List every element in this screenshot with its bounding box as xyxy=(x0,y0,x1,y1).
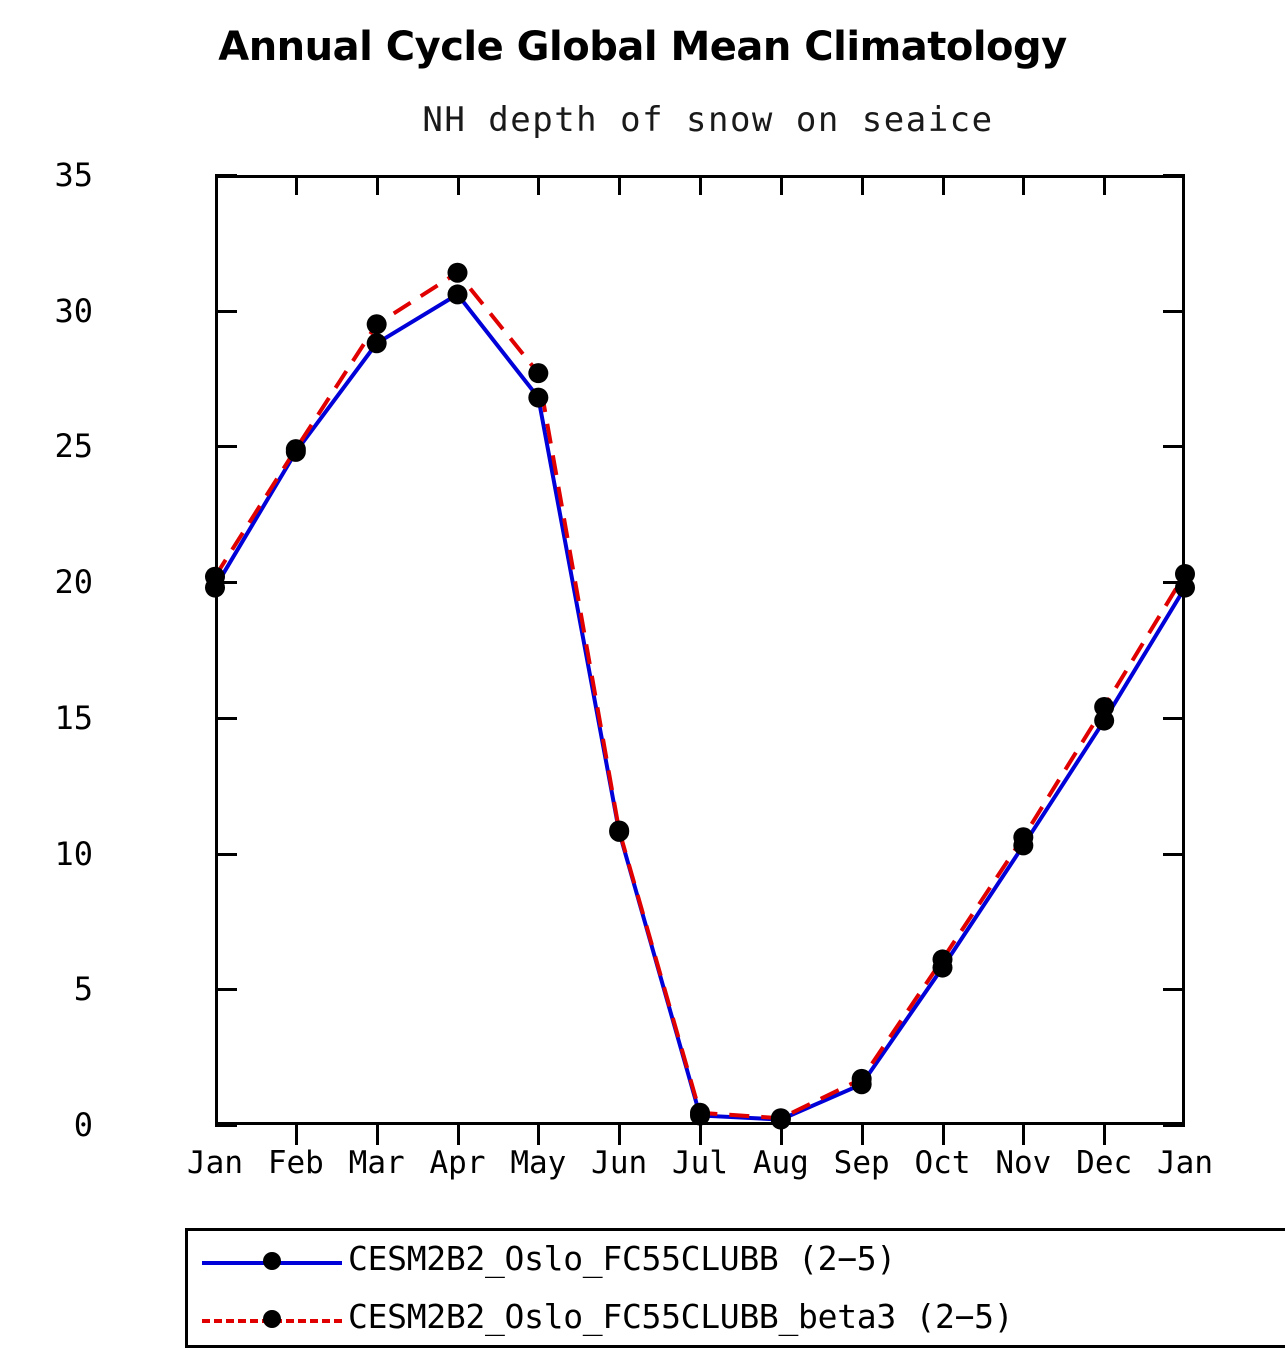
x-axis-tick-label: Jul xyxy=(672,1145,728,1181)
x-axis-tick-label: Jan xyxy=(1157,1145,1213,1181)
y-axis-tick-label: 10 xyxy=(54,834,93,873)
x-axis-tick-mark xyxy=(537,1125,540,1145)
x-axis-tick-label: Mar xyxy=(348,1145,405,1181)
legend-label-0: CESM2B2_Oslo_FC55CLUBB (2−5) xyxy=(348,1239,896,1278)
x-axis-tick-mark xyxy=(780,175,783,195)
y-axis-tick-label: 35 xyxy=(54,156,93,194)
x-axis-tick-mark xyxy=(1022,1125,1025,1145)
x-axis-tick-mark xyxy=(457,1125,460,1145)
x-axis-tick-mark xyxy=(699,1125,702,1145)
y-axis-tick-mark xyxy=(215,174,237,177)
legend-label-1: CESM2B2_Oslo_FC55CLUBB_beta3 (2−5) xyxy=(348,1297,1014,1336)
plot-area xyxy=(215,175,1185,1125)
y-axis-tick-label: 15 xyxy=(54,698,93,737)
y-axis-tick-mark xyxy=(215,1124,237,1127)
x-axis-tick-mark xyxy=(861,175,864,195)
x-axis-tick-mark xyxy=(618,1125,621,1145)
y-axis-tick-label: 25 xyxy=(54,427,93,466)
x-axis-tick-label: Oct xyxy=(914,1145,971,1181)
x-axis-tick-mark xyxy=(295,1125,298,1145)
x-axis-tick-mark xyxy=(780,1125,783,1145)
y-axis-tick-mark xyxy=(1163,445,1185,448)
y-axis-tick-mark xyxy=(1163,853,1185,856)
x-axis-tick-mark xyxy=(537,175,540,195)
x-axis-tick-mark xyxy=(376,175,379,195)
x-axis-tick-label: Sep xyxy=(833,1145,890,1181)
x-axis-tick-label: Apr xyxy=(429,1145,486,1181)
x-axis-tick-mark xyxy=(295,175,298,195)
x-axis-tick-mark xyxy=(942,1125,945,1145)
x-axis-tick-mark xyxy=(699,175,702,195)
page-title: Annual Cycle Global Mean Climatology xyxy=(218,24,1067,70)
y-axis-tick-label: 0 xyxy=(73,1106,93,1144)
x-axis-tick-label: Aug xyxy=(752,1145,809,1181)
y-axis-tick-mark xyxy=(215,988,237,991)
legend-entry xyxy=(188,1291,1285,1348)
legend xyxy=(185,1228,1285,1348)
y-axis-tick-label: 30 xyxy=(54,291,93,330)
y-axis-tick-mark xyxy=(1163,581,1185,584)
x-axis-tick-label: Feb xyxy=(267,1145,324,1181)
x-axis-tick-label: Nov xyxy=(995,1145,1052,1181)
legend-entry xyxy=(188,1233,1285,1291)
x-axis-tick-mark xyxy=(457,175,460,195)
legend-swatch-0 xyxy=(202,1233,342,1291)
y-axis-tick-mark xyxy=(1163,310,1185,313)
x-axis-tick-mark xyxy=(1103,175,1106,195)
y-axis-tick-label: 20 xyxy=(54,563,93,602)
x-axis-tick-label: May xyxy=(510,1145,567,1181)
x-axis-tick-label: Jan xyxy=(187,1145,243,1181)
y-axis-tick-mark xyxy=(215,310,237,313)
x-axis-tick-mark xyxy=(376,1125,379,1145)
y-axis-tick-mark xyxy=(1163,717,1185,720)
y-axis-tick-mark xyxy=(1163,988,1185,991)
x-axis-tick-mark xyxy=(861,1125,864,1145)
x-axis-tick-mark xyxy=(618,175,621,195)
x-axis-tick-mark xyxy=(1022,175,1025,195)
y-axis-tick-mark xyxy=(1163,1124,1185,1127)
x-axis-tick-label: Jun xyxy=(591,1145,648,1181)
x-axis-tick-label: Dec xyxy=(1076,1145,1133,1181)
y-axis-tick-mark xyxy=(215,445,237,448)
y-axis-tick-mark xyxy=(1163,174,1185,177)
y-axis-tick-label: 5 xyxy=(73,970,93,1009)
y-axis-tick-mark xyxy=(215,717,237,720)
chart-subtitle: NH depth of snow on seaice xyxy=(422,100,994,140)
y-axis-tick-mark xyxy=(215,581,237,584)
legend-marker-icon xyxy=(263,1252,281,1270)
legend-marker-icon xyxy=(263,1310,281,1328)
x-axis-tick-mark xyxy=(1103,1125,1106,1145)
legend-swatch-1 xyxy=(202,1291,342,1348)
x-axis-tick-mark xyxy=(942,175,945,195)
y-axis-tick-mark xyxy=(215,853,237,856)
